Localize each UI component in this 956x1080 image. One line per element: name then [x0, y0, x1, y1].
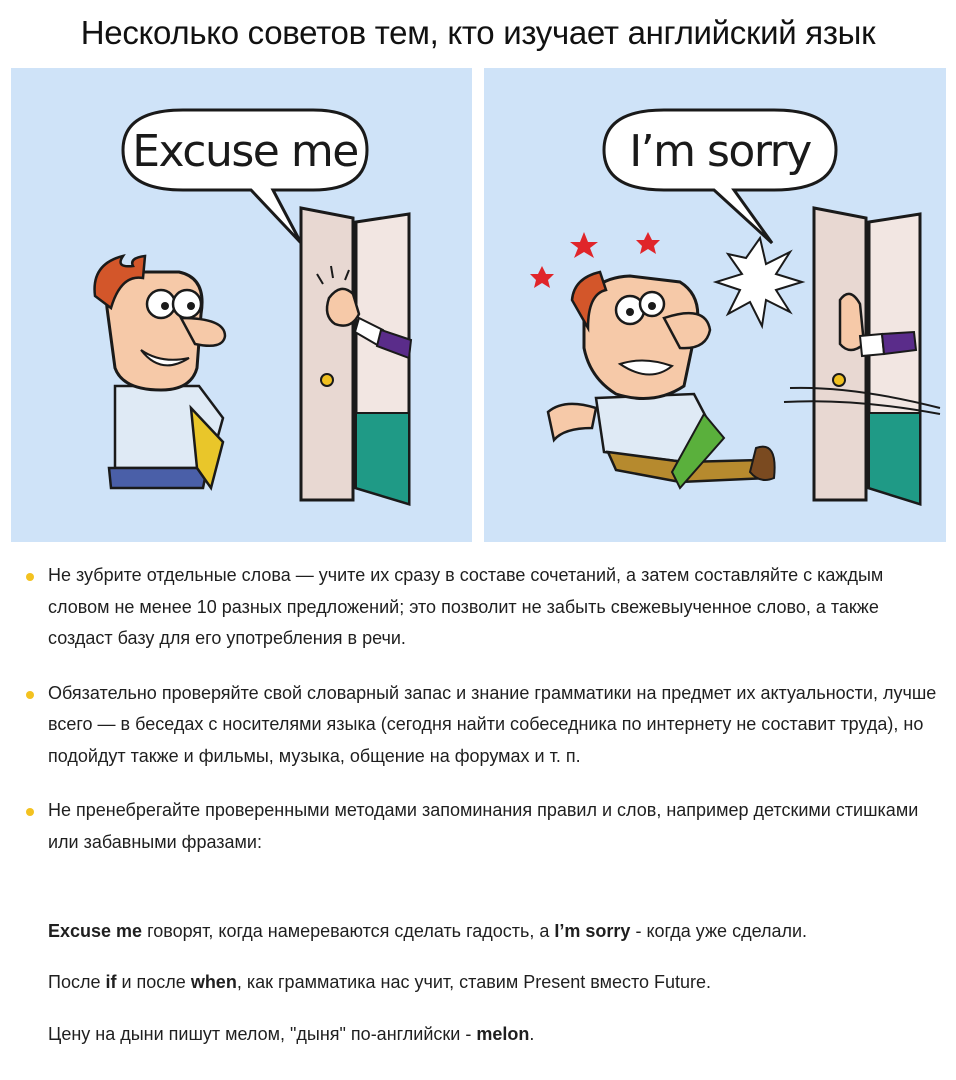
- tips-list: [26, 560, 946, 881]
- rhyme-text: .: [529, 1024, 535, 1044]
- rhyme-bold: melon: [476, 1024, 530, 1044]
- rhyme-bold: Excuse me: [48, 921, 143, 941]
- bullet-icon: [26, 691, 34, 699]
- rhyme-text: и после: [116, 972, 191, 992]
- bubble-text-im-sorry: I’m sorry: [629, 126, 811, 177]
- rhyme-bold: when: [190, 972, 237, 992]
- illustration-im-sorry: [484, 68, 946, 542]
- rhyme-text: - когда уже сделали.: [630, 921, 808, 941]
- rhyme-text: Цену на дыни пишут мелом, "дыня" по-английски -: [48, 1024, 477, 1044]
- list-item: [26, 560, 946, 655]
- rhyme-text: После: [48, 972, 106, 992]
- bullet-icon: [26, 808, 34, 816]
- bubble-text-excuse-me: Excuse me: [132, 126, 358, 177]
- door-left: [301, 208, 411, 504]
- tip-text: Не пренебрегайте проверенными методами запоминания правил и слов, например детскими стишками или забавными фразами:: [48, 800, 919, 852]
- rhyme-bold: if: [105, 972, 117, 992]
- star-icon: [530, 266, 554, 288]
- page-title: Несколько советов тем, кто изучает английский язык: [80, 14, 876, 51]
- rhyme-melon: [48, 1022, 948, 1046]
- bullet-icon: [26, 573, 34, 581]
- impact-burst: [716, 238, 802, 326]
- rhyme-bold: I’m sorry: [554, 921, 631, 941]
- man-smiling: [95, 256, 225, 488]
- rhyme-text: говорят, когда намереваются сделать гадость, а: [142, 921, 555, 941]
- tip-text: Не зубрите отдельные слова — учите их сразу в составе сочетаний, а затем составляйте с каждым словом не менее 10 разных предложений; это позволит не забыть свежевыученное слово, а также создаст базу для его употребления в речи.: [48, 565, 884, 648]
- rhyme-if-when: [48, 970, 948, 994]
- tip-text: Обязательно проверяйте свой словарный запас и знание грамматики на предмет их актуальности, лучше всего — в беседах с носителями языка (сегодня найти собеседника по интернету не составит труда), но подойдут также и фильмы, музыка, общение на форумах и т. п.: [48, 682, 937, 766]
- list-item: [26, 678, 946, 773]
- speech-bubble-right: [604, 110, 836, 243]
- star-icon: [636, 232, 660, 254]
- rhyme-text: , как грамматика нас учит, ставим Present вместо Future.: [236, 972, 712, 992]
- illustration-excuse-me: [11, 68, 472, 542]
- rhyme-excuse-me: [48, 919, 948, 943]
- list-item: [26, 795, 946, 858]
- door-right: [784, 208, 940, 504]
- star-icon: [570, 232, 598, 258]
